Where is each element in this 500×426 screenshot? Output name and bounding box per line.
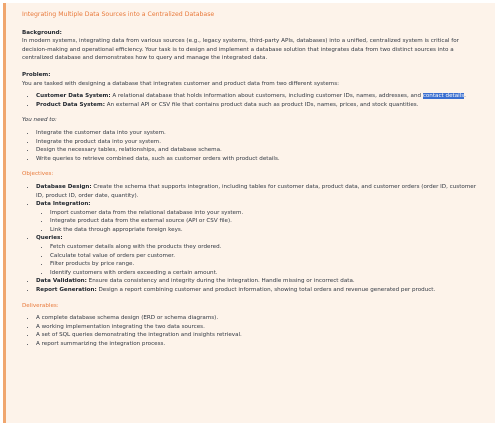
integration-sublist [36, 209, 485, 235]
item-label: Data Validation: [36, 278, 87, 285]
list-item: • Filter products by price range. [50, 260, 485, 269]
item-label: Customer Data System: [36, 93, 111, 100]
list-item [36, 101, 485, 110]
item-text: Ensure data consistency and integrity during the integration. Handle missing or incorrect data. [86, 278, 355, 285]
list-item: • Link the data through appropriate foreign keys. [50, 226, 485, 235]
item-text: An external API or CSV file that contains product data such as product IDs, names, prices, and stock quantities. [104, 101, 419, 108]
need-heading: You need to: [22, 117, 57, 124]
background-text: In modern systems, integrating data from various sources (e.g., legacy systems, third-party APIs, databases) into a unified, centralized system is critical for decision-making and operational efficiency. Your task is to design and implement a database solution that integrates data from two distinct sources into a centralized database and demonstrates how to query and manage the integrated data. [22, 38, 459, 62]
list-item: • Integrate the product data into your system. [36, 138, 485, 147]
selected-text[interactable]: contact details [422, 93, 465, 100]
item-label: Report Generation: [36, 287, 97, 294]
item-tail: . [464, 93, 466, 100]
list-item [36, 200, 485, 234]
deliverables-heading: Deliverables: [22, 302, 59, 309]
queries-sublist [36, 243, 485, 277]
item-label: Product Data System: [36, 101, 105, 108]
need-list [22, 129, 485, 163]
item-label: Data Integration: [36, 201, 91, 208]
objectives-heading: Objectives: [22, 171, 54, 178]
item-label: Queries: [36, 235, 63, 242]
list-item: • Calculate total value of orders per customer. [50, 252, 485, 261]
list-item [36, 92, 485, 101]
list-item: • A working implementation integrating the two data sources. [36, 323, 485, 332]
list-item [36, 183, 485, 200]
problem-heading: Problem: [22, 71, 51, 78]
problem-list [22, 92, 485, 109]
background-heading: Background: [22, 29, 62, 36]
list-item: • Integrate product data from the external source (API or CSV file). [50, 217, 485, 226]
item-label: Database Design: [36, 183, 92, 190]
list-item: • A complete database schema design (ERD or schema diagrams). [36, 314, 485, 323]
list-item: • Integrate the customer data into your system. [36, 129, 485, 138]
list-item [36, 234, 485, 277]
list-item [36, 286, 485, 295]
objectives-list [22, 183, 485, 295]
list-item: • A set of SQL queries demonstrating the integration and insights retrieval. [36, 331, 485, 340]
task-title: Integrating Multiple Data Sources into a Centralized Database [22, 11, 215, 18]
list-item: • Design the necessary tables, relationships, and database schema. [36, 146, 485, 155]
item-text: Design a report combining customer and product information, showing total orders and revenue generated per product. [96, 287, 436, 294]
item-text: Create the schema that supports integration, including tables for customer data, product data, and customer orders (order ID, customer ID, product ID, order date, quantity). [36, 183, 477, 199]
list-item: • Import customer data from the relational database into your system. [50, 209, 485, 218]
list-item: • Fetch customer details along with the products they ordered. [50, 243, 485, 252]
task-card [3, 3, 495, 423]
item-text: A relational database that holds information about customers, including customer IDs, names, addresses, and [110, 93, 423, 100]
list-item [36, 277, 485, 286]
list-item: • Write queries to retrieve combined data, such as customer orders with product details. [36, 155, 485, 164]
problem-text: You are tasked with designing a database that integrates customer and product data from two different systems: [22, 80, 340, 87]
list-item: • Identify customers with orders exceeding a certain amount. [50, 269, 485, 278]
list-item: • A report summarizing the integration process. [36, 340, 485, 349]
deliverables-list [22, 314, 485, 348]
